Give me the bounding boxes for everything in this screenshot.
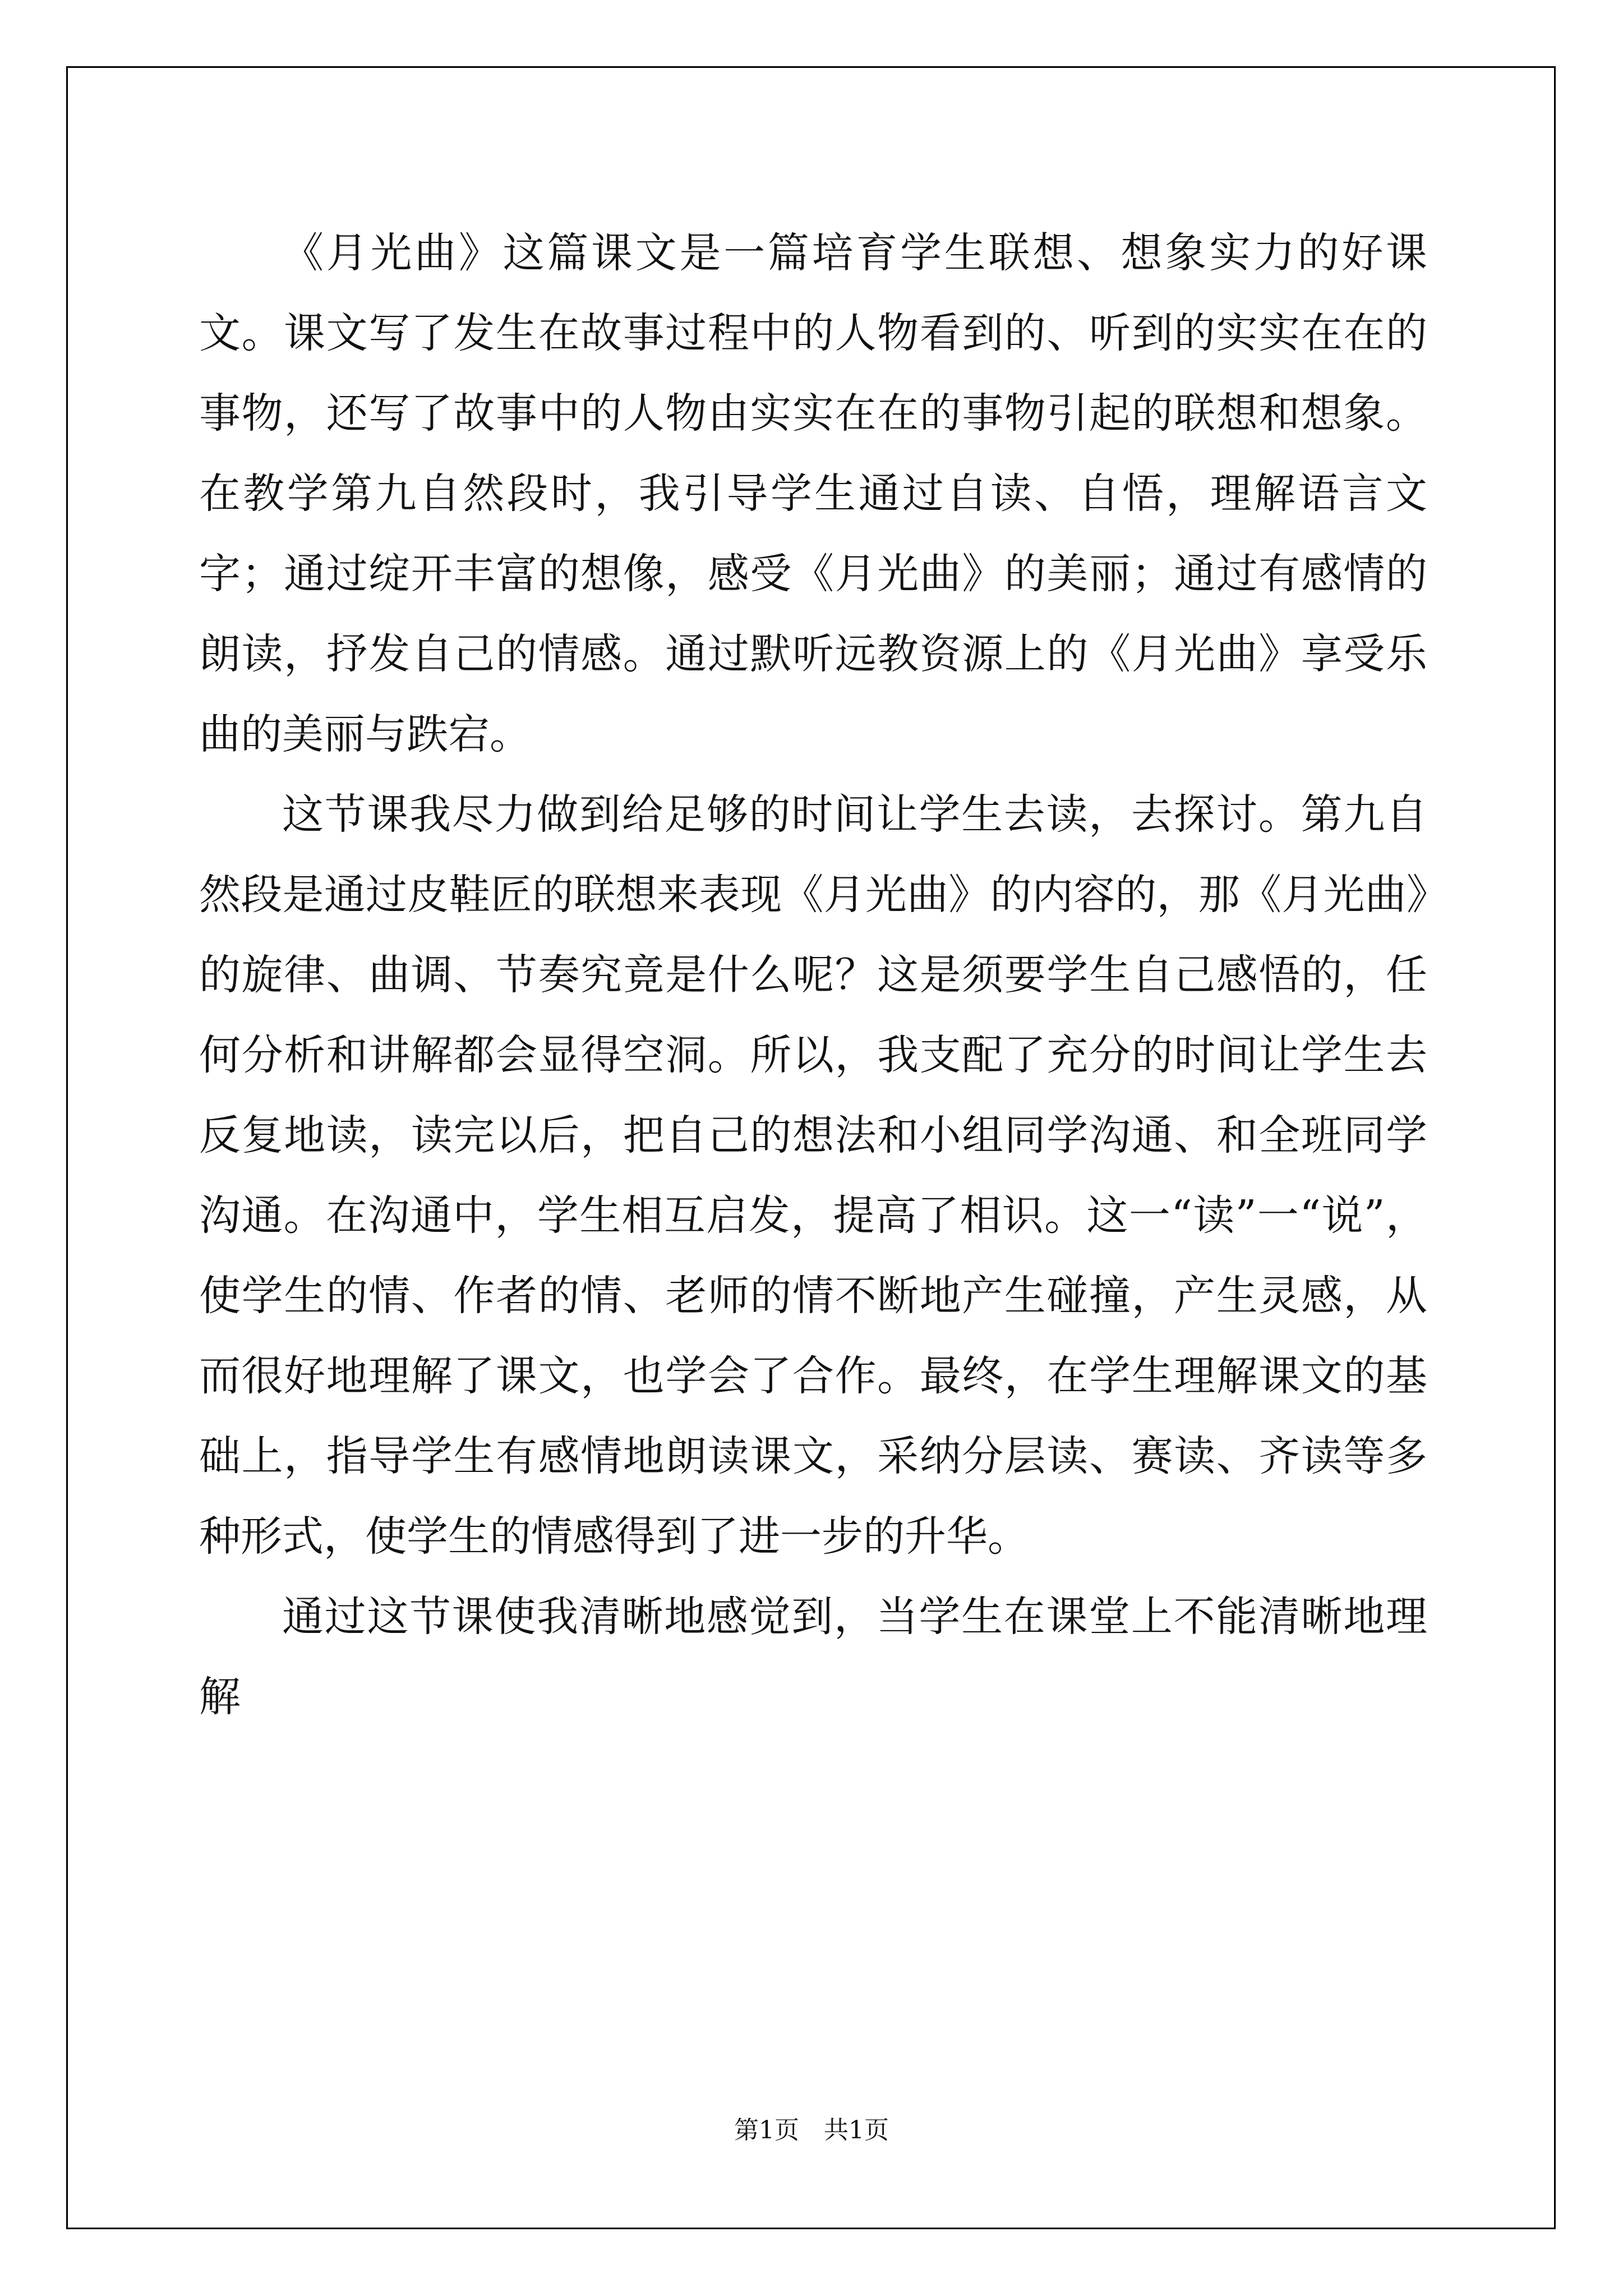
paragraph-3: 通过这节课使我清晰地感觉到，当学生在课堂上不能清晰地理解 [199, 1593, 1427, 1721]
document-body [199, 213, 1427, 1737]
page-footer: 第1页 共1页 [734, 2116, 889, 2145]
paragraph-1: 《月光曲》这篇课文是一篇培育学生联想、想象实力的好课文。课文写了发生在故事过程中的人物看到的、听到的实实在在的事物，还写了故事中的人物由实实在在的事物引起的联想和想象。在教学第九自然段时，我引导学生通过自读、自悟，理解语言文字；通过绽开丰富的想像，感受《月光曲》的美丽；通过有感情的朗读，抒发自己的情感。通过默听远教资源上的《月光曲》享受乐曲的美丽与跌宕。 [199, 229, 1427, 758]
paragraph-2: 这节课我尽力做到给足够的时间让学生去读，去探讨。第九自然段是通过皮鞋匠的联想来表现《月光曲》的内容的，那《月光曲》的旋律、曲调、节奏究竟是什么呢？这是须要学生自己感悟的，任何分析和讲解都会显得空洞。所以，我支配了充分的时间让学生去反复地读，读完以后，把自己的想法和小组同学沟通、和全班同学沟通。在沟通中，学生相互启发，提高了相识。这一“读”一“说”，使学生的情、作者的情、老师的情不断地产生碰撞，产生灵感，从而很好地理解了课文，也学会了合作。最终，在学生理解课文的基础上，指导学生有感情地朗读课文，采纳分层读、赛读、齐读等多种形式，使学生的情感得到了进一步的升华。 [199, 790, 1427, 1561]
